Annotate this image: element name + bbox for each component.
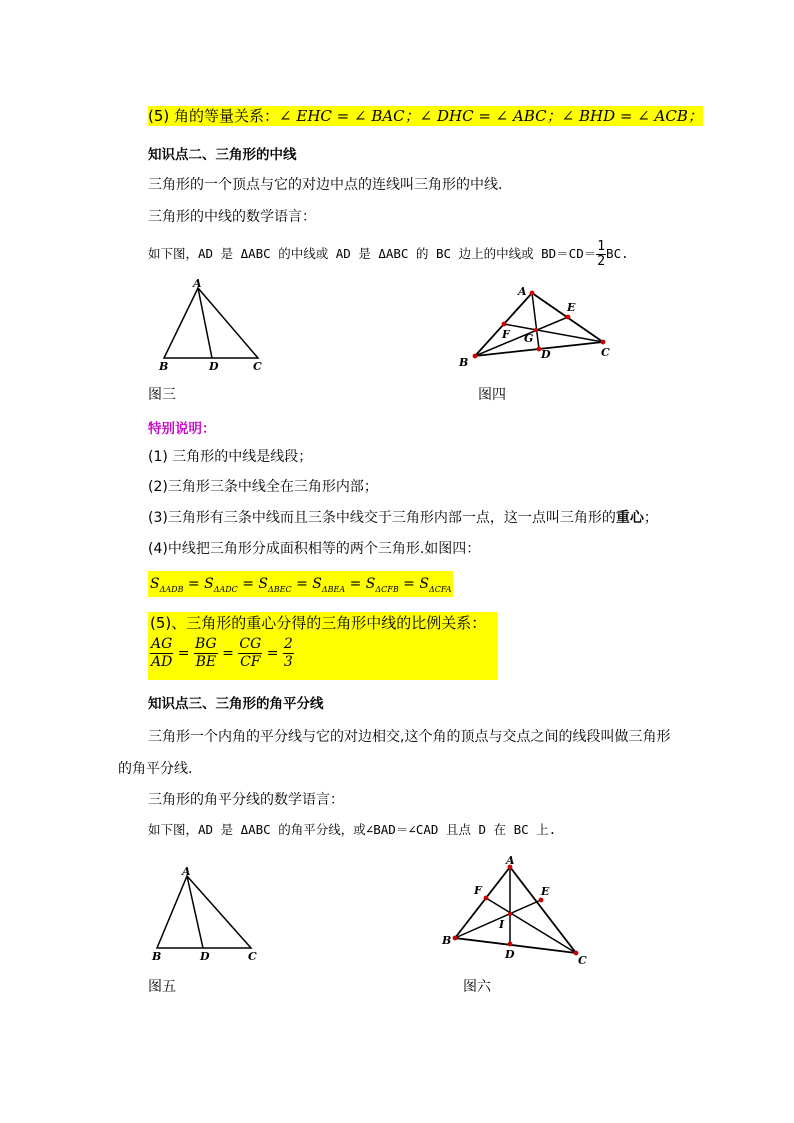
fig4-point-g: [534, 328, 538, 332]
angle-eq-2: ∠ DHC = ∠ ABC；: [419, 107, 562, 125]
fig6-triangle: [455, 867, 576, 953]
fig4-label-e: E: [567, 301, 576, 314]
fig3-median-ad: [198, 288, 212, 358]
kp2-definition: 三角形的一个顶点与它的对边中点的连线叫三角形的中线.: [148, 177, 503, 193]
fig4-point-e: [566, 315, 571, 320]
fig4-label-g: G: [524, 332, 534, 345]
kp3-definition-2: 的角平分线.: [118, 761, 193, 777]
fig4-label-c: C: [601, 346, 610, 359]
kp3-heading: 知识点三、三角形的角平分线: [148, 696, 324, 712]
fig3-label-a: A: [193, 278, 202, 290]
fig5-label-d: D: [200, 950, 210, 963]
half-fraction: $\frac{1}{2}$: [597, 239, 606, 269]
figure-4: [455, 280, 615, 370]
ratio-equation: $\frac{AG}{AD}$ = $\frac{BG}{BE}$ = $\frac{CG}{CF}$ = $\frac{2}{3}$: [151, 636, 293, 670]
fig5-label-a: A: [182, 865, 191, 878]
fig5-label-c: C: [248, 950, 257, 963]
kp2-example-text: 如下图，AD 是 ΔABC 的中线或 AD 是 ΔABC 的 BC 边上的中线或 BD＝CD＝: [148, 246, 597, 261]
fig4-label-a: A: [518, 285, 527, 298]
fig6-label-a: A: [506, 854, 515, 867]
fig5-triangle: [157, 876, 251, 948]
angle-prefix: (5) 角的等量关系：: [148, 107, 280, 125]
kp2-heading: 知识点二、三角形的中线: [148, 147, 297, 163]
special-item-4: (4)中线把三角形分成面积相等的两个三角形.如图四：: [148, 541, 481, 557]
fig4-label-b: B: [459, 356, 469, 369]
fig6-point-f: [484, 896, 489, 901]
special-item-1: (1) 三角形的中线是线段；: [148, 449, 313, 465]
fig4-median-cf: [504, 324, 603, 342]
fig6-point-d: [508, 942, 513, 947]
kp2-math-language: 三角形的中线的数学语言：: [148, 209, 316, 225]
fig4-label-f: F: [502, 328, 510, 341]
angle-relations: [148, 106, 703, 126]
figure-6: [438, 852, 598, 968]
fig6-label-e: E: [541, 885, 550, 898]
centroid-term: 重心: [615, 510, 644, 526]
kp2-example: [148, 240, 629, 269]
fig4-point-b: [473, 354, 478, 359]
fig4-point-a: [530, 291, 535, 296]
ratio-title: (5)、三角形的重心分得的三角形中线的比例关系：: [150, 614, 487, 632]
fig6-label-d: D: [505, 948, 515, 961]
fig3-caption: 图三: [148, 387, 176, 403]
special-item-2: (2)三角形三条中线全在三角形内部；: [148, 479, 378, 495]
fig4-caption: 图四: [478, 387, 506, 403]
fig6-label-i: I: [499, 918, 505, 931]
fig6-point-e: [539, 898, 544, 903]
special-title: 特别说明：: [148, 421, 216, 437]
area-equality: $S_{\Delta ADB} = S_{\Delta ADC} = S_{\Delta BEC} = S_{\Delta BEA} = S_{\Delta CFB} = S_{\Delta CFA}$: [148, 571, 453, 597]
special-item-3: (3)三角形有三条中线而且三条中线交于三角形内部一点，这一点叫三角形的重心；: [148, 510, 658, 526]
figure-5: [145, 862, 275, 966]
fig3-label-b: B: [159, 360, 169, 373]
fig5-bisector-ad: [187, 876, 203, 948]
fig4-point-c: [601, 340, 606, 345]
kp3-example: 如下图，AD 是 ΔABC 的角平分线，或∠BAD＝∠CAD 且点 D 在 BC 上.: [148, 822, 557, 837]
fig4-label-d: D: [541, 348, 551, 361]
fig6-point-b: [453, 936, 458, 941]
fig5-caption: 图五: [148, 979, 176, 995]
angle-eq-3: ∠ BHD = ∠ ACB；: [561, 107, 703, 125]
fig6-label-f: F: [474, 884, 482, 897]
kp3-definition-1: 三角形一个内角的平分线与它的对边相交,这个角的顶点与交点之间的线段叫做三角形: [148, 729, 671, 745]
kp3-math-language: 三角形的角平分线的数学语言：: [148, 792, 344, 808]
kp2-example-tail: BC.: [606, 246, 629, 261]
figure-3: [150, 278, 280, 376]
fig5-label-b: B: [152, 950, 162, 963]
fig6-label-b: B: [442, 934, 452, 947]
fig3-triangle: [164, 288, 258, 358]
fig4-point-f: [502, 322, 507, 327]
fig3-label-c: C: [253, 360, 262, 373]
fig3-label-d: D: [209, 360, 219, 373]
fig6-point-i: [508, 912, 512, 916]
fig6-label-c: C: [578, 954, 587, 967]
angle-eq-1: ∠ EHC = ∠ BAC；: [279, 107, 420, 125]
fig6-caption: 图六: [463, 979, 491, 995]
centroid-ratio-box: [148, 612, 498, 680]
